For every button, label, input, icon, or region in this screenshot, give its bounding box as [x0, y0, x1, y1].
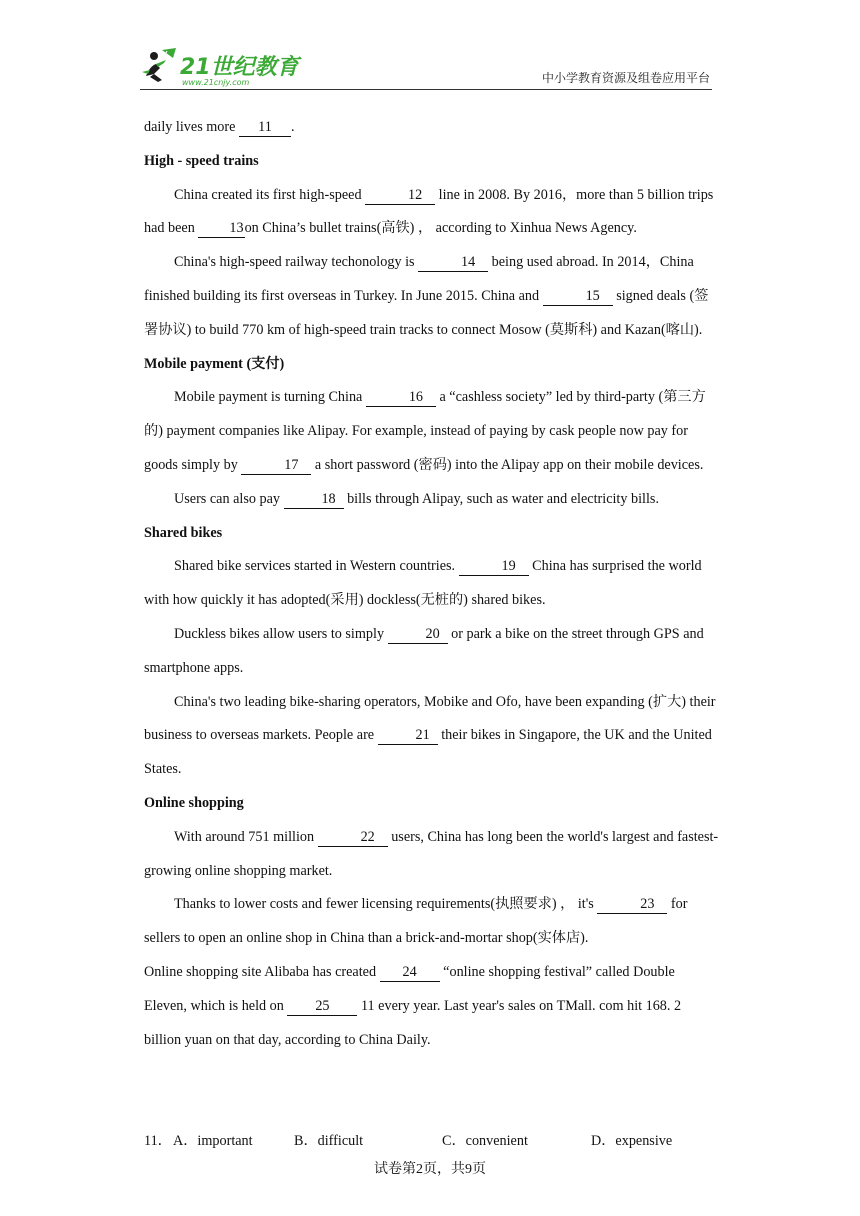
question-number: 11． — [144, 1133, 172, 1149]
paragraph-9: Thanks to lower costs and fewer licensing requirements(执照要求) ， it's 23 for sellers to open an online shop in China than a brick-and-mortar shop(实体店). — [144, 896, 688, 947]
blank-20: 20 — [388, 626, 448, 644]
site-name: 中小学教育资源及组卷应用平台 — [541, 71, 710, 85]
blank-12: 12 — [365, 187, 435, 205]
page-footer: 试卷第2页，共9页 — [374, 1162, 486, 1177]
blank-23: 23 — [597, 896, 667, 914]
document-body — [144, 111, 720, 1057]
section-heading-bikes: Shared bikes — [144, 524, 223, 541]
paragraph-1: China created its first high-speed 12 line in 2008. By 2016，more than 5 billion trips had been 13on China’s bullet trains(高铁) ， according to Xinhua News Agency. — [144, 186, 714, 237]
paragraph-0: daily lives more 11 . — [144, 119, 295, 135]
blank-21: 21 — [378, 727, 438, 745]
paragraph-2: China's high-speed railway techonology is 14 being used abroad. In 2014，China finished building its first overseas in Turkey. In June 2015. China and 15 signed deals (签署协议) to build 770 km of high-speed train tracks to connect Mosow (莫斯科) and Kazan(喀山). — [144, 254, 709, 338]
blank-14: 14 — [418, 254, 488, 272]
paragraph-8: With around 751 million 22 users, China has long been the world's largest and fastest-growing online shopping market. — [144, 828, 719, 879]
blank-16: 16 — [366, 389, 436, 407]
svg-text:21世纪教育: 21世纪教育 — [180, 55, 299, 80]
paragraph-4: Users can also pay 18 bills through Alipay, such as water and electricity bills. — [174, 490, 660, 507]
blank-22: 22 — [318, 829, 388, 847]
page-header — [140, 44, 712, 90]
blank-18: 18 — [284, 491, 344, 509]
paragraph-7: China's two leading bike-sharing operators, Mobike and Ofo, have been expanding (扩大) their business to overseas markets. People are 21 their bikes in Singapore, the UK and the United States. — [144, 693, 716, 778]
blank-17: 17 — [241, 457, 311, 475]
paragraph-10: Online shopping site Alibaba has created 24 “online shopping festival” called Double Eleven, which is held on 25 11 every year. Last year's sales on TMall. com hit 168. 2 billion yuan on that day, according to China Daily. — [144, 963, 682, 1048]
blank-25: 25 — [287, 998, 357, 1016]
paragraph-5: Shared bike services started in Western countries. 19 China has surprised the world with how quickly it has adopted(采用) dockless(无桩的) shared bikes. — [144, 558, 702, 609]
svg-text:www.21cnjy.com: www.21cnjy.com — [182, 78, 250, 87]
21cnjy-logo — [140, 46, 310, 88]
section-heading-shopping: Online shopping — [144, 794, 244, 811]
blank-13: 13 — [198, 220, 244, 238]
section-heading-payment: Mobile payment (支付) — [144, 355, 285, 372]
section-heading-trains: High - speed trains — [144, 152, 259, 169]
blank-19: 19 — [459, 558, 529, 576]
option-b: B．difficult — [294, 1133, 364, 1149]
blank-15: 15 — [543, 288, 613, 306]
paragraph-3: Mobile payment is turning China 16 a “cashless society” led by third-party (第三方的) payment companies like Alipay. For example, instead of paying by cask people now pay for goods simply by 17 a short password (密码) into the Alipay app on their mobile devices. — [144, 389, 706, 473]
option-a: A．important — [173, 1133, 253, 1149]
option-d: D．expensive — [591, 1133, 673, 1149]
paragraph-6: Duckless bikes allow users to simply 20 or park a bike on the street through GPS and smartphone apps. — [144, 625, 704, 676]
blank-24: 24 — [380, 964, 440, 982]
option-c: C．convenient — [442, 1133, 528, 1149]
blank-11: 11 — [239, 119, 291, 137]
